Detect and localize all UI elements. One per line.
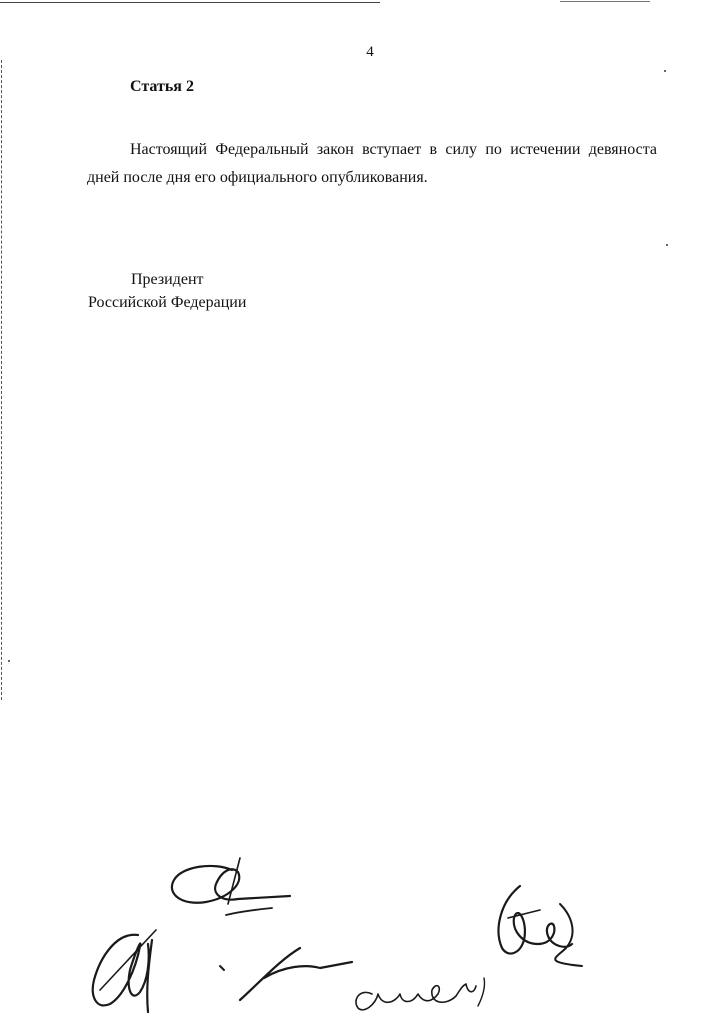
signature-1 bbox=[172, 866, 290, 903]
signature-2 bbox=[93, 935, 152, 1012]
signature-5-cross bbox=[508, 910, 540, 918]
page-number: 4 bbox=[366, 44, 374, 60]
signatory-title-country: Российской Федерации bbox=[88, 294, 247, 311]
signature-3 bbox=[240, 948, 352, 1000]
signature-5 bbox=[499, 886, 572, 954]
signature-4-end bbox=[478, 978, 485, 1006]
signature-3-tick bbox=[220, 966, 224, 970]
article-heading: Статья 2 bbox=[130, 78, 194, 95]
signature-5-swash bbox=[555, 904, 582, 966]
signatory-title: Президент bbox=[131, 271, 204, 288]
signature-1-tail bbox=[226, 908, 272, 915]
signature-4 bbox=[356, 984, 476, 1010]
article-body-text: Настоящий Федеральный закон вступает в силу по истечении девяноста дней после дня его официального опубликования. bbox=[87, 141, 657, 186]
